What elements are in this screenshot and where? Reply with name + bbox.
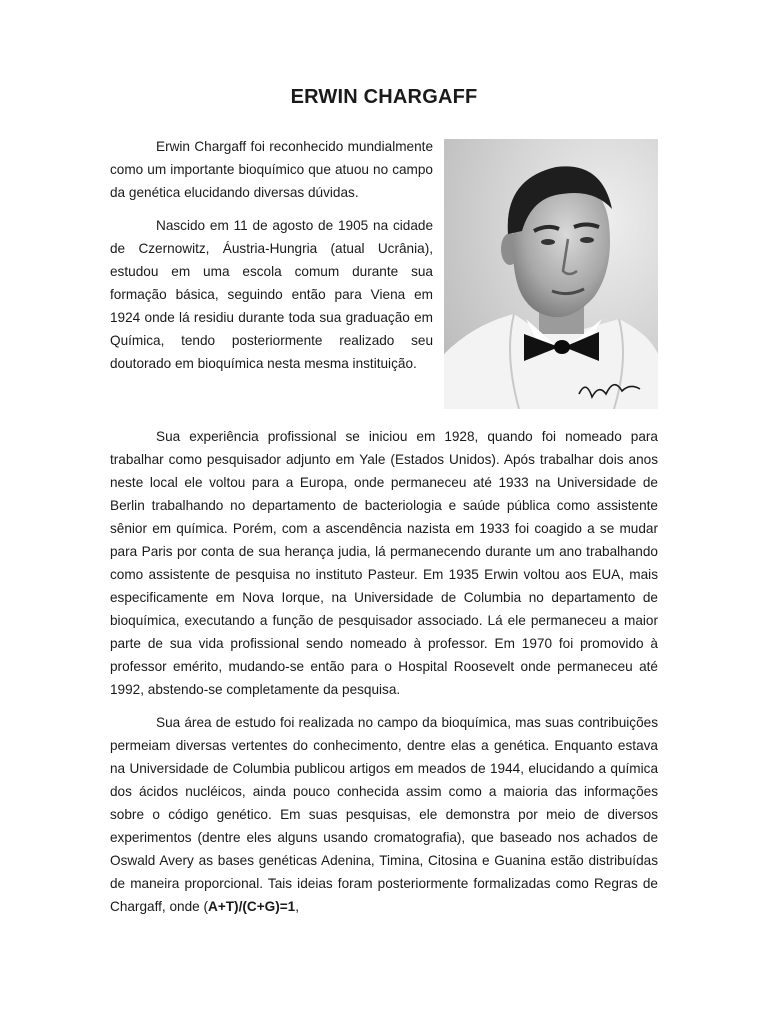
portrait-photo	[444, 139, 658, 409]
formula-tail: ,	[295, 899, 300, 914]
intro-column	[110, 135, 433, 375]
paragraph-birth: Nascido em 11 de agosto de 1905 na cidade de Czernowitz, Áustria-Hungria (atual Ucrânia), estudou em uma escola comum durante sua formação básica, seguindo então para Viena em 1924 onde lá residiu durante toda sua graduação em Química, tendo posteriormente realizado seu doutorado em bioquímica nesta mesma instituição.	[110, 218, 433, 371]
paragraph-research	[110, 711, 658, 918]
document-title: ERWIN CHARGAFF	[290, 86, 478, 108]
paragraph-career: Sua experiência profissional se iniciou em 1928, quando foi nomeado para trabalhar como pesquisador adjunto em Yale (Estados Unidos). Após trabalhar dois anos neste local ele voltou para a Europa, onde permaneceu até 1933 na Universidade de Berlin trabalhando no departamento de bacteriologia e saúde pública como assistente sênior em química. Porém, com a ascendência nazista em 1933 foi coagido a se mudar para Paris por conta de sua herança judia, lá permanecendo durante um ano trabalhando como assistente de pesquisa no instituto Pasteur. Em 1935 Erwin voltou aos EUA, mais especificamente em Nova Iorque, na Universidade de Columbia no departamento de bioquímica, executando a função de pesquisador associado. Lá ele permaneceu a maior parte de sua vida profissional sendo nomeado à professor. Em 1970 foi promovido à professor emérito, mudando-se então para o Hospital Roosevelt onde permaneceu até 1992, abstendo-se completamente da pesquisa.	[110, 429, 658, 697]
paragraph-intro: Erwin Chargaff foi reconhecido mundialmente como um importante bioquímico que atuou no campo da genética elucidando diversas dúvidas.	[110, 139, 433, 200]
portrait-image	[444, 139, 658, 409]
paragraph-research-text: Sua área de estudo foi realizada no campo da bioquímica, mas suas contribuições permeiam diversas vertentes do conhecimento, dentre elas a genética. Enquanto estava na Universidade de Columbia publicou artigos em meados de 1944, elucidando a química dos ácidos nucléicos, ainda pouco conhecida assim como a maioria das informações sobre o código genético. Em suas pesquisas, ele demonstra por meio de diversos experimentos (dentre eles alguns usando cromatografia), que baseado nos achados de Oswald Avery as bases genéticas Adenina, Timina, Citosina e Guanina estão distribuídas de maneira proporcional. Tais ideias foram posteriormente formalizadas como Regras de Chargaff, onde (	[110, 715, 658, 914]
body-column	[110, 425, 658, 918]
chargaff-formula: A+T)/(C+G)=1	[208, 899, 296, 914]
